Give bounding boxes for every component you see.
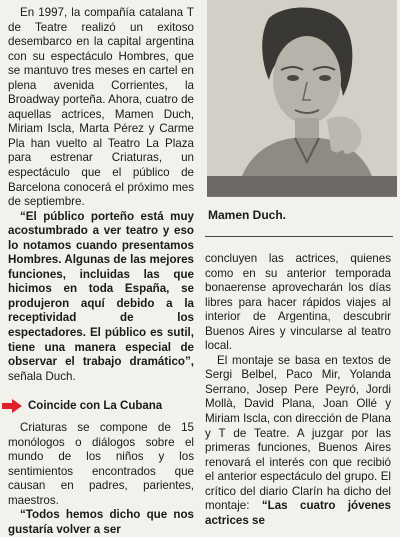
- right-paragraph-1: concluyen las actrices, quienes como en su anterior temporada bonaerense aprovecharán los días libres para hacer rápidos viajes al interior de Argentina, descubrir Buenos Aires y vincularse al teatro local.: [205, 252, 391, 353]
- red-arrow-icon: [2, 399, 22, 413]
- quote-paragraph: [8, 210, 194, 385]
- right-paragraph-2: [205, 354, 391, 529]
- left-column-continued: [8, 421, 194, 537]
- photo-caption: Mamen Duch.: [208, 208, 287, 222]
- section-title: Coincide con La Cubana: [28, 400, 163, 412]
- quote-attribution: señala Duch.: [8, 369, 76, 383]
- bold-quote-2: “Todos hemos dicho que nos gustaría volver a ser: [8, 508, 194, 536]
- section-heading: [2, 398, 196, 414]
- intro-paragraph: En 1997, la compañía catalana T de Teatre realizó un exitoso desembarco en la capital argentina con su espectáculo Hombres, que se mantuvo tres meses en cartel en plena avenida Corrientes, la Broadway porteña. Ahora, cuatro de aquellas actrices, Mamen Duch, Miriam Iscla, Marta Pérez y Carme Pla han vuelto al Teatro La Plaza para estrenar Criaturas, un espectáculo que el público de Barcelona conocerá el próximo mes de septiembre.: [8, 6, 194, 209]
- right-column: [205, 252, 391, 528]
- bold-quote: “El público porteño está muy acostumbrado a ver teatro y eso lo notamos cuando presentamos Hombres. Algunas de las mejores funciones, incluidas las que hicimos en toda España, se produjeron aquí debido a la receptividad de los espectadores. El público es sutil, tiene una manera especial de observar el trabajo dramático”,: [8, 209, 194, 369]
- left-column: [8, 6, 194, 384]
- right-bold-quote: “Las cuatro jóvenes actrices se: [205, 499, 391, 527]
- portrait-photo: [207, 0, 397, 197]
- criaturas-paragraph: Criaturas se compone de 15 monólogos o diálogos sobre el mundo de los niños y los sentimientos encontrados que causan en padres, parientes, maestros.: [8, 421, 194, 507]
- portrait-image: [207, 0, 397, 196]
- divider: [205, 236, 393, 237]
- right-paragraph-2-text: El montaje se basa en textos de Sergi Belbel, Paco Mir, Yolanda Serrano, Josep Pere Peyró, Jordi Mollà, David Plana, Joan Ollé y Miriam Iscla, con dirección de Plana y T de Teatre. A juzgar por las primeras funciones, Buenos Aires renovará el interés con que recibió el anterior espectáculo del grupo. El crítico del diario Clarín ha dicho del montaje:: [205, 353, 391, 513]
